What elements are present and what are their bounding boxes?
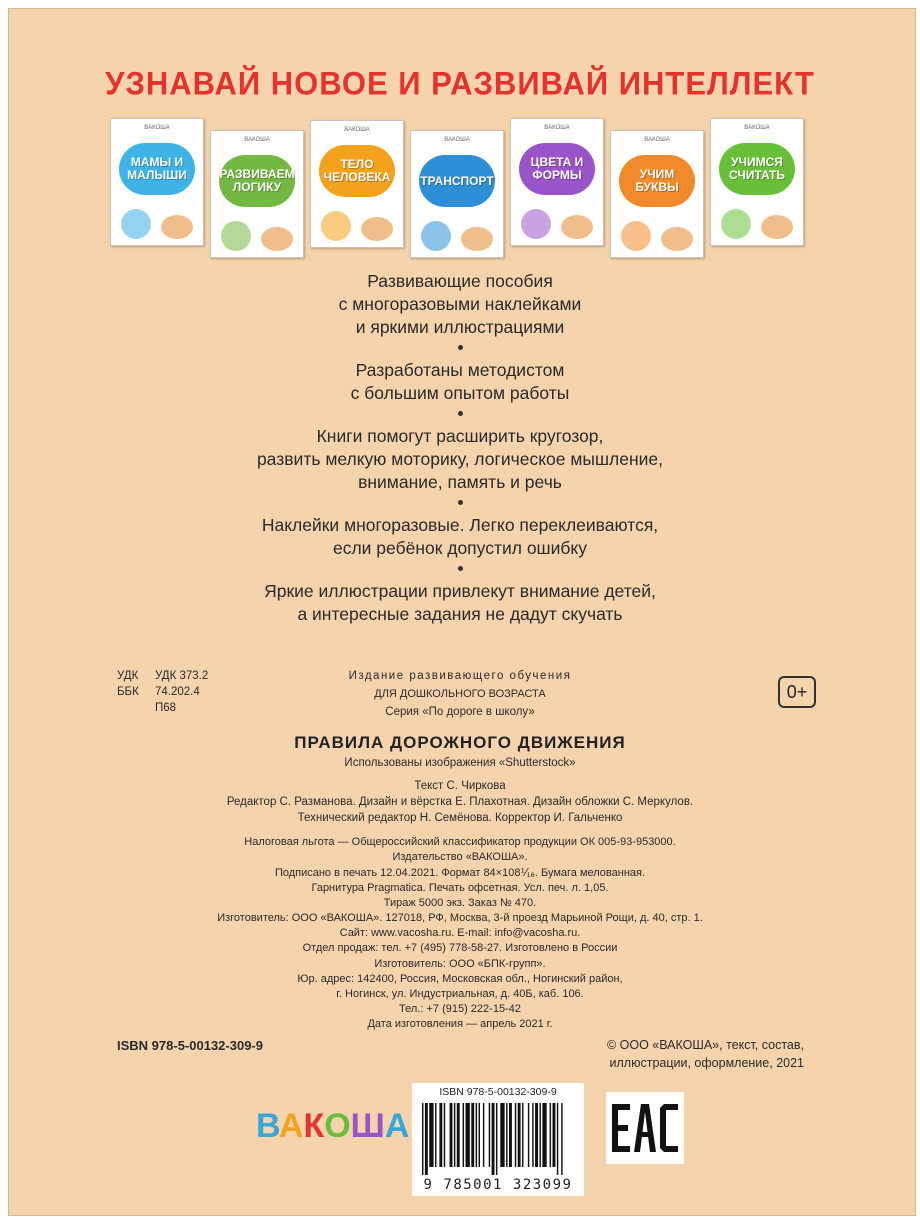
udk-value: УДК 373.2 [155, 670, 209, 682]
book-publisher-label: ВАКОША [544, 125, 570, 131]
images-credit: Использованы изображения «Shutterstock» [344, 757, 576, 769]
series-books-row [110, 118, 820, 258]
barcode-bar [528, 1103, 529, 1167]
book-illustration [321, 211, 351, 241]
feature-line: Наклейки многоразовые. Легко переклеиваются, [261, 515, 659, 535]
bullet-dot [458, 345, 463, 350]
barcode-bar [425, 1103, 428, 1175]
credit-text: Текст С. Чиркова [414, 780, 506, 792]
book-title: ПРАВИЛА ДОРОЖНОГО ДВИЖЕНИЯ [294, 733, 626, 752]
logo-letter: А [278, 1107, 304, 1145]
book-illustration [121, 209, 151, 239]
bullet-dot [458, 411, 463, 416]
barcode-bar [489, 1103, 490, 1167]
imprint-line: Дата изготовления — апрель 2021 г. [367, 1018, 553, 1031]
barcode-bar [483, 1103, 484, 1167]
book-publisher-label: ВАКОША [644, 137, 670, 143]
feature-line: а интересные задания не дадут скучать [297, 604, 623, 624]
barcode-bar [479, 1103, 480, 1167]
feature-line: Разработаны методистом [355, 360, 565, 380]
book-title-blob [219, 155, 295, 207]
barcode-bar [429, 1103, 433, 1167]
series-book [210, 130, 304, 258]
feature-line: Книги помогут расширить кругозор, [316, 426, 604, 446]
book-publisher-label: ВАКОША [444, 137, 470, 143]
book-title: МАМЫ И МАЛЫШИ [127, 155, 187, 182]
imprint-line: Подписано в печать 12.04.2021. Формат 84×108⅟₁₆. Бумага мелованная. [274, 867, 646, 880]
barcode-bar [506, 1103, 507, 1167]
series-book [310, 120, 404, 248]
feature-line: Яркие иллюстрации привлекут внимание детей, [264, 581, 656, 601]
book-illustration [361, 217, 393, 241]
barcode-bar [435, 1103, 436, 1167]
barcode-bar [457, 1103, 460, 1167]
book-publisher-label: ВАКОША [744, 125, 770, 131]
age-rating-badge: 0+ [778, 676, 816, 708]
barcode-bar [522, 1103, 523, 1167]
feature-line: развить мелкую моторику, логическое мышление, [256, 449, 664, 469]
bbk-label: ББК [117, 686, 139, 698]
barcode-bars [422, 1103, 574, 1175]
book-title: ЦВЕТА И ФОРМЫ [530, 155, 584, 182]
bullet-dot [458, 566, 463, 571]
feature-line: с большим опытом работы [350, 383, 570, 403]
series-book [710, 118, 804, 246]
imprint-line: Сайт: www.vacosha.ru. E-mail: info@vacosha.ru. [339, 927, 581, 940]
barcode-bar [542, 1103, 546, 1167]
barcode-bar [515, 1103, 516, 1167]
barcode-bar [539, 1103, 540, 1167]
book-title: УЧИМСЯ СЧИТАТЬ [728, 155, 786, 182]
series-book [510, 118, 604, 246]
series-book [410, 130, 504, 258]
imprint-line: Изготовитель: ООО «БПК-групп». [374, 957, 546, 970]
logo-letter: В [256, 1107, 279, 1145]
book-illustration [461, 227, 493, 251]
series-book [110, 118, 204, 246]
feature-line: если ребёнок допустил ошибку [332, 538, 588, 558]
imprint-line: Юр. адрес: 142400, Россия, Московская обл., Ногинский район, [297, 972, 623, 985]
vakosha-logo [256, 1107, 410, 1159]
feature-line: внимание, память и речь [358, 472, 562, 492]
imprint-line: г. Ногинск, ул. Индустриальная, д. 40Б, каб. 106. [336, 988, 584, 1000]
edition-type: Издание развивающего обучения [348, 670, 572, 682]
book-publisher-label: ВАКОША [344, 127, 370, 133]
series-name: Серия «По дороге в школу» [385, 706, 535, 718]
book-publisher-label: ВАКОША [244, 137, 270, 143]
barcode-bar [553, 1103, 556, 1167]
logo-letter: О [324, 1107, 351, 1145]
series-book [610, 130, 704, 258]
udk-label: УДК [117, 670, 139, 682]
barcode-bar [466, 1103, 470, 1167]
copyright-line-2: иллюстрации, оформление, 2021 [609, 1056, 804, 1070]
bullet-dot [458, 500, 463, 505]
copyright-line-1: © ООО «ВАКОША», текст, состав, [606, 1038, 804, 1052]
book-title-blob [619, 155, 695, 207]
barcode-bar [492, 1103, 495, 1175]
feature-line: Развивающие пособия [367, 271, 553, 291]
feature-line: с многоразовыми наклейками [338, 294, 582, 314]
book-illustration [161, 215, 193, 239]
book-illustration [561, 215, 593, 239]
feature-line: и яркими иллюстрациями [355, 317, 565, 337]
barcode-bar [500, 1103, 504, 1167]
barcode-bar [550, 1103, 551, 1167]
audience: ДЛЯ ДОШКОЛЬНОГО ВОЗРАСТА [374, 688, 546, 700]
book-illustration [221, 221, 251, 251]
barcode-bar [463, 1103, 464, 1167]
imprint-line: Налоговая льгота — Общероссийский классификатор продукции ОК 005-93-953000. [244, 836, 676, 848]
logo-letter: Ш [350, 1107, 385, 1145]
barcode-bar [444, 1103, 445, 1167]
barcode-bar [476, 1103, 477, 1167]
book-title-blob [719, 143, 795, 195]
book-title: ТРАНСПОРТ [420, 173, 494, 188]
barcode [412, 1083, 584, 1196]
book-title-blob [419, 155, 495, 207]
barcode-bar [450, 1103, 453, 1167]
library-code: П68 [155, 702, 177, 714]
barcode-bar [454, 1103, 455, 1167]
barcode-digits: 9 785001 323099 [423, 1177, 573, 1193]
imprint-line: Изготовитель: ООО «ВАКОША». 127018, РФ, Москва, 3-й проезд Марьиной Рощи, д. 40, стр. 1. [217, 912, 703, 924]
imprint-line: Издательство «ВАКОША». [392, 851, 528, 864]
barcode-bar [532, 1103, 533, 1167]
book-publisher-label: ВАКОША [144, 125, 170, 131]
book-illustration [621, 221, 651, 251]
book-illustration [661, 227, 693, 251]
barcode-isbn: ISBN 978-5-00132-309-9 [439, 1086, 557, 1098]
barcode-bar [439, 1103, 442, 1167]
book-title-blob [319, 145, 395, 197]
imprint-line: Тираж 5000 экз. Заказ № 470. [383, 896, 537, 909]
logo-letter: К [303, 1107, 325, 1145]
headline: УЗНАВАЙ НОВОЕ И РАЗВИВАЙ ИНТЕЛЛЕКТ [105, 65, 815, 102]
credit-editors: Редактор С. Разманова. Дизайн и вёрстка Е. Плахотная. Дизайн обложки С. Меркулов. [226, 796, 694, 808]
book-title: РАЗВИВАЕМ ЛОГИКУ [219, 167, 295, 194]
book-illustration [421, 221, 451, 251]
barcode-bar [557, 1103, 558, 1175]
isbn: ISBN 978-5-00132-309-9 [117, 1038, 263, 1053]
book-illustration [761, 215, 793, 239]
barcode-bar [471, 1103, 474, 1167]
barcode-bar [518, 1103, 521, 1167]
barcode-bar [535, 1103, 538, 1167]
book-title-blob [519, 143, 595, 195]
bbk-value: 74.202.4 [155, 686, 200, 698]
book-illustration [721, 209, 751, 239]
barcode-bar [496, 1103, 497, 1175]
imprint-line: Тел.: +7 (915) 222-15-42 [399, 1003, 521, 1016]
imprint-line: Гарнитура Pragmatica. Печать офсетная. Усл. печ. л. 1,05. [311, 881, 609, 894]
book-illustration [261, 227, 293, 251]
logo-letter: А [384, 1107, 410, 1145]
barcode-bar [509, 1103, 512, 1167]
book-illustration [521, 209, 551, 239]
book-title: УЧИМ БУКВЫ [635, 167, 679, 194]
barcode-bar [422, 1103, 423, 1175]
barcode-bar [561, 1103, 562, 1175]
eac-mark [606, 1092, 684, 1164]
book-title-blob [119, 143, 195, 195]
imprint-line: Отдел продаж: тел. +7 (495) 778-58-27. Изготовлено в России [302, 942, 618, 955]
credit-tech: Технический редактор Н. Семёнова. Корректор И. Гальченко [297, 812, 623, 824]
book-title: ТЕЛО ЧЕЛОВЕКА [323, 157, 391, 184]
